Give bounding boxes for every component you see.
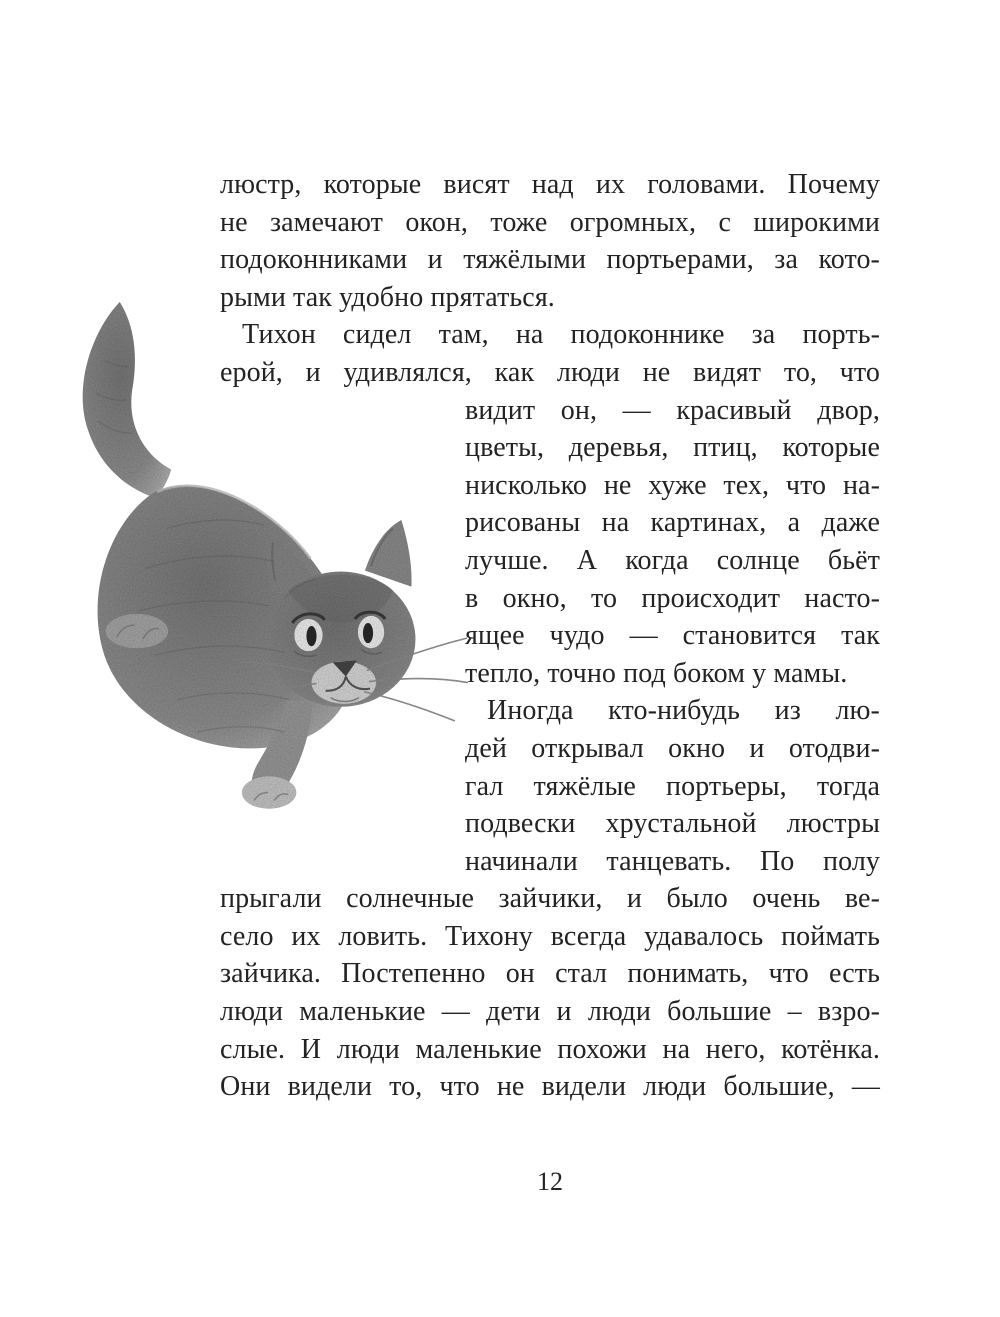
text-line: ерой, и удивлялся, как люди не видят то, что xyxy=(220,356,880,388)
text-line: подвески хрустальной люстры xyxy=(465,808,880,840)
text-line: видит он, — красивый двор, xyxy=(465,394,880,426)
text-line: село их ловить. Тихону всегда удавалось поймать xyxy=(220,920,880,952)
text-line: в окно, то происходит насто- xyxy=(465,582,880,614)
cat-tail xyxy=(83,302,172,498)
text-line: гал тяжёлые портьеры, тогда xyxy=(465,770,880,802)
text-line: люди маленькие — дети и люди большие – взро- xyxy=(220,996,880,1028)
text-line: лучше. А когда солнце бьёт xyxy=(465,544,880,576)
text-line: люстр, которые висят над их головами. Почему xyxy=(220,169,880,200)
text-line: цветы, деревья, птиц, которые xyxy=(465,432,880,464)
text-line: не замечают окон, тоже огромных, с широкими xyxy=(220,206,880,238)
text-line: дей открывал окно и отодви- xyxy=(465,732,880,764)
text-line: прыгали солнечные зайчики, и было очень ве- xyxy=(220,883,880,915)
text-line: тепло, точно под боком у мамы. xyxy=(465,657,848,689)
page-number: 12 xyxy=(537,1167,563,1196)
text-line: слые. И люди маленькие похожи на него, котёнка. xyxy=(220,1033,880,1065)
text-line: Тихон сидел там, на подоконнике за порть- xyxy=(242,319,880,351)
text-line: ящее чудо — становится так xyxy=(465,620,880,652)
cat-folded-paw xyxy=(106,614,169,648)
text-line: подоконниками и тяжёлыми портьерами, за кото- xyxy=(220,244,880,276)
text-line: Они видели то, что не видели люди большие, — xyxy=(220,1071,880,1103)
text-line: рисованы на картинах, а даже xyxy=(465,507,880,539)
text-line: начинали танцевать. По полу xyxy=(465,845,880,877)
text-line: рыми так удобно прятаться. xyxy=(220,281,555,313)
text-line: нисколько не хуже тех, что на- xyxy=(465,469,880,501)
page-text xyxy=(220,166,880,1106)
text-line: зайчика. Постепенно он стал понимать, что есть xyxy=(220,958,880,990)
text-line: Иногда кто-нибудь из лю- xyxy=(487,695,880,727)
